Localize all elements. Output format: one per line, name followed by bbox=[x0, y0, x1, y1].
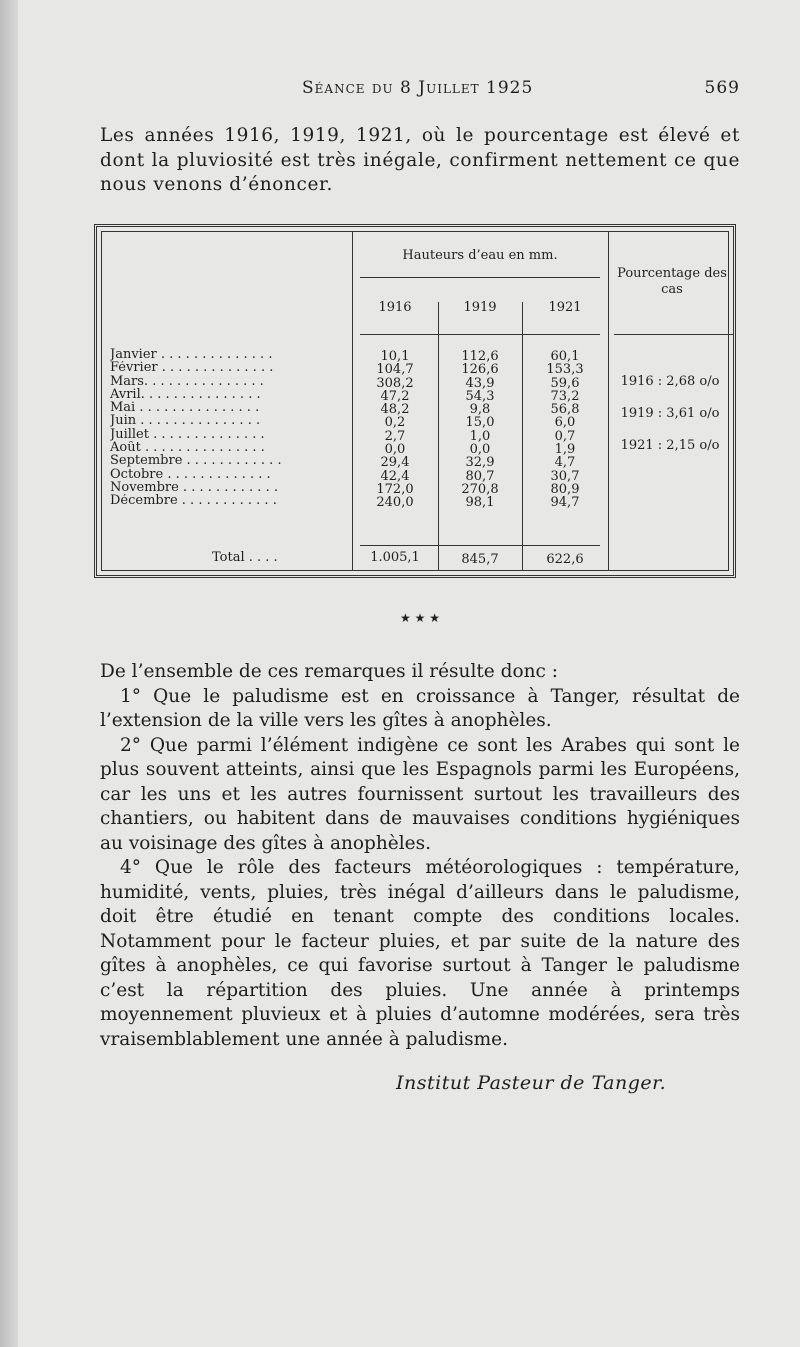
table-cell: 0,0 bbox=[469, 442, 491, 458]
month-label: Juillet . . . . . . . . . . . . . . bbox=[110, 427, 265, 442]
table-cell: 153,3 bbox=[546, 362, 584, 378]
table-cell: 30,7 bbox=[550, 468, 580, 484]
values-1919 bbox=[438, 350, 522, 510]
month-label: Février . . . . . . . . . . . . . . bbox=[110, 361, 274, 375]
running-title: Séance du 8 Juillet 1925 bbox=[302, 78, 534, 98]
month-label: Août . . . . . . . . . . . . . . . bbox=[110, 441, 265, 455]
total-1916: 1.005,1 bbox=[370, 550, 420, 565]
month-label: Avril. . . . . . . . . . . . . . . bbox=[110, 387, 261, 402]
table-cell: 42,4 bbox=[380, 468, 410, 484]
table-cell: 0,7 bbox=[554, 428, 576, 444]
conclusion-text bbox=[100, 660, 740, 1052]
table-cell: 2,7 bbox=[384, 428, 406, 444]
table-cell: 47,2 bbox=[380, 388, 410, 404]
table-cell: 112,6 bbox=[461, 349, 499, 364]
group-header: Hauteurs d’eau en mm. bbox=[402, 248, 558, 263]
table-cell: 10,1 bbox=[380, 349, 410, 364]
table-cell: 80,9 bbox=[550, 481, 580, 497]
values-1921 bbox=[522, 350, 608, 510]
header-rule bbox=[360, 334, 600, 335]
section-separator: ★ ★ ★ bbox=[400, 611, 440, 625]
conclusion-lead: De l’ensemble de ces remarques il résulte donc : bbox=[100, 661, 559, 682]
month-column bbox=[110, 348, 350, 508]
total-1919: 845,7 bbox=[461, 552, 499, 567]
table-cell: 43,9 bbox=[465, 375, 495, 391]
table-cell: 59,6 bbox=[550, 375, 580, 391]
year-header-1916: 1916 bbox=[378, 300, 412, 315]
month-label: Mars. . . . . . . . . . . . . . . bbox=[110, 374, 264, 388]
table-cell: 308,2 bbox=[376, 375, 414, 391]
table-cell: 104,7 bbox=[376, 362, 414, 378]
percent-value: 1921 : 2,15 o/o bbox=[620, 438, 720, 453]
table-cell: 1,0 bbox=[469, 428, 491, 444]
percent-value: 1916 : 2,68 o/o bbox=[620, 374, 720, 389]
year-header-1921: 1921 bbox=[548, 300, 582, 315]
table-cell: 9,8 bbox=[469, 402, 491, 418]
table-cell: 4,7 bbox=[554, 455, 576, 471]
percent-header: Pourcentage des cas bbox=[617, 266, 727, 297]
table-cell: 73,2 bbox=[550, 388, 580, 404]
table-cell: 56,8 bbox=[550, 402, 580, 418]
total-1921: 622,6 bbox=[546, 552, 584, 567]
month-label: Mai . . . . . . . . . . . . . . . bbox=[110, 401, 260, 415]
conclusion-point-1: 1° Que le paludisme est en croissance à Tanger, résultat de l’extension de la ville vers les gîtes à anophèles. bbox=[100, 685, 740, 731]
conclusion-point-4: 4° Que le rôle des facteurs météorologiques : température, humidité, vents, pluies, très inégal d’ailleurs dans le paludisme, doit être étudié en tenant compte des conditions locales. Notamment pour le facteur pluies, et par suite de la nature des gîtes à anophèles, ce qui favorise surtout à Tanger le paludisme c’est la répartition des pluies. Une année à printemps moyennement pluvieux et à pluies d’automne modérées, sera très vraisemblablement une année à paludisme. bbox=[100, 857, 740, 1050]
percent-value: 1919 : 3,61 o/o bbox=[620, 406, 720, 421]
col-rule bbox=[608, 232, 609, 570]
table-cell: 0,2 bbox=[384, 415, 406, 431]
table-cell: 270,8 bbox=[461, 481, 499, 497]
intro-paragraph: Les années 1916, 1919, 1921, où le pourcentage est élevé et dont la pluviosité est très inégale, confirment nettement ce que nous venons d’énoncer. bbox=[100, 125, 740, 195]
total-row-label: Total . . . . bbox=[212, 550, 278, 565]
table-cell: 6,0 bbox=[554, 415, 576, 431]
table-cell: 48,2 bbox=[380, 402, 410, 418]
table-cell: 1,9 bbox=[554, 442, 576, 458]
table-cell: 60,1 bbox=[550, 349, 580, 364]
month-label: Juin . . . . . . . . . . . . . . . bbox=[110, 414, 261, 428]
table-cell: 32,9 bbox=[465, 455, 495, 471]
table-cell: 94,7 bbox=[550, 495, 580, 511]
month-label: Janvier . . . . . . . . . . . . . . bbox=[110, 348, 273, 362]
table-inner-border bbox=[101, 231, 729, 571]
table-cell: 80,7 bbox=[465, 468, 495, 484]
month-label: Octobre . . . . . . . . . . . . . bbox=[110, 467, 271, 481]
table-cell: 126,6 bbox=[461, 362, 499, 378]
table-cell: 29,4 bbox=[380, 455, 410, 471]
table-cell: 54,3 bbox=[465, 388, 495, 404]
percent-column bbox=[610, 366, 730, 462]
table-cell: 15,0 bbox=[465, 415, 495, 431]
page-edge bbox=[0, 0, 18, 1347]
signature-institution: Institut Pasteur de Tanger. bbox=[396, 1072, 667, 1094]
year-header-1919: 1919 bbox=[463, 300, 497, 315]
month-label: Décembre . . . . . . . . . . . . bbox=[110, 494, 277, 508]
group-rule bbox=[360, 277, 600, 278]
table-cell: 98,1 bbox=[465, 495, 495, 511]
total-rule bbox=[360, 545, 600, 546]
rainfall-table bbox=[94, 224, 736, 578]
page-number: 569 bbox=[704, 78, 740, 98]
month-label: Septembre . . . . . . . . . . . . bbox=[110, 454, 282, 468]
header-rule bbox=[614, 334, 734, 335]
table-cell: 0,0 bbox=[384, 442, 406, 458]
month-label: Novembre . . . . . . . . . . . . bbox=[110, 480, 278, 495]
values-1916 bbox=[352, 350, 438, 510]
table-cell: 172,0 bbox=[376, 481, 414, 497]
table-cell: 240,0 bbox=[376, 495, 414, 511]
conclusion-point-2: 2° Que parmi l’élément indigène ce sont les Arabes qui sont le plus souvent atteints, ainsi que les Espagnols parmi les Européens, car les uns et les autres fournissent surtout les travailleurs des chantiers, ou habitent dans de mauvaises conditions hygiéniques au voisinage des gîtes à anophèles. bbox=[100, 734, 740, 854]
